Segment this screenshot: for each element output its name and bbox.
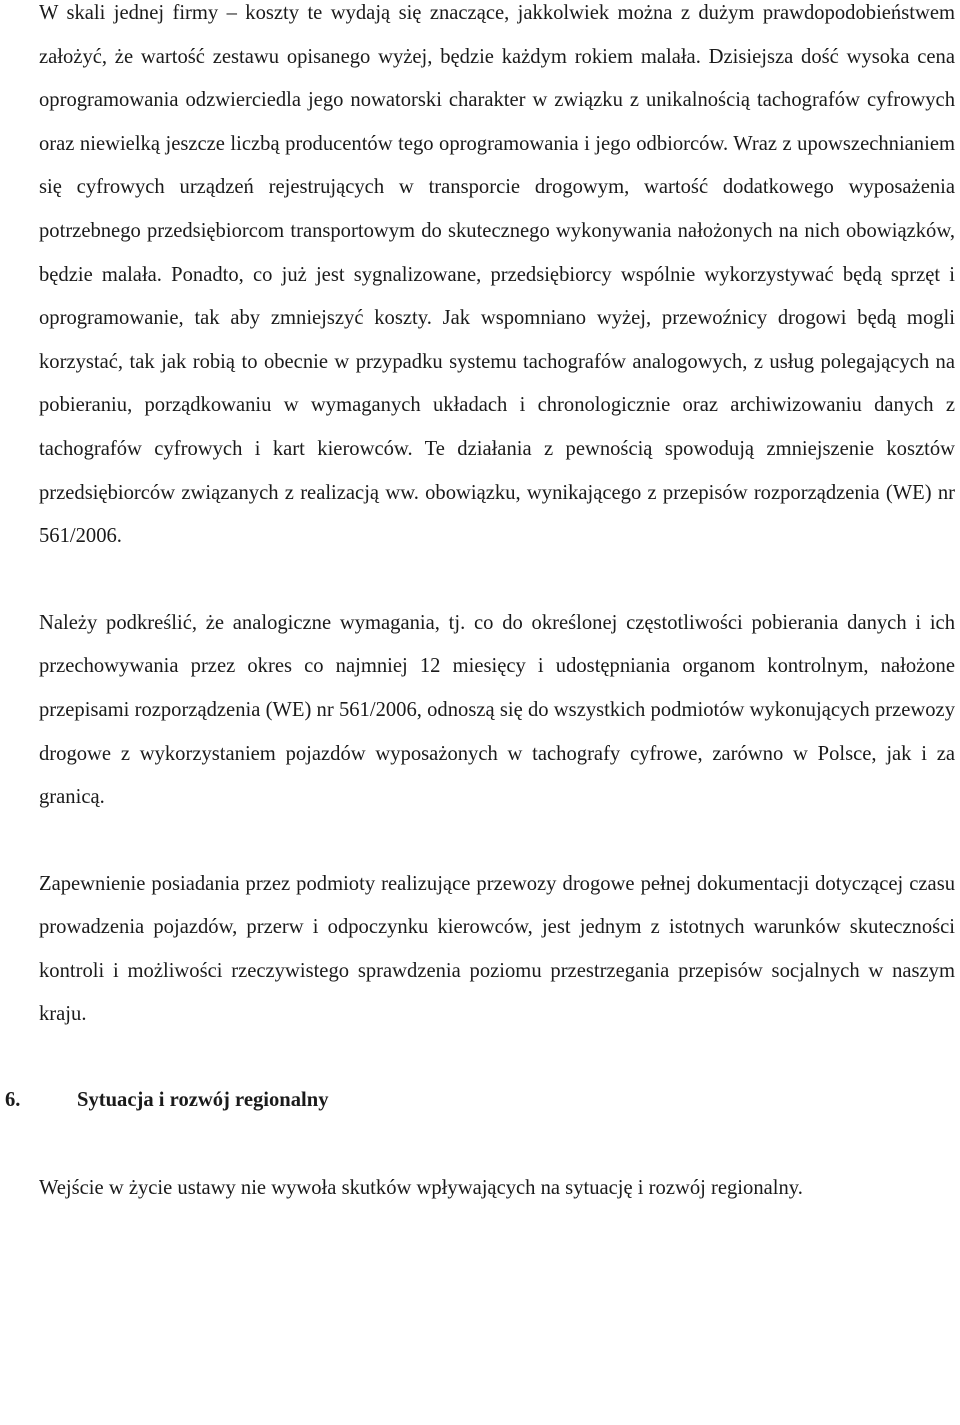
document-page — [5, 0, 955, 1210]
section-title: Sytuacja i rozwój regionalny — [77, 1089, 329, 1112]
section-heading — [5, 1079, 955, 1123]
paragraph-documentation: Zapewnienie posiadania przez podmioty realizujące przewozy drogowe pełnej dokumentacji dotyczącej czasu prowadzenia pojazdów, przerw i odpoczynku kierowców, jest jednym z istotnych warunków skuteczności kontroli i możliwości rzeczywistego sprawdzenia poziomu przestrzegania przepisów socjalnych w naszym kraju. — [39, 872, 955, 1026]
paragraph-regional: Wejście w życie ustawy nie wywoła skutków wpływających na sytuację i rozwój regionalny. — [39, 1176, 803, 1199]
paragraph-requirements: Należy podkreślić, że analogiczne wymagania, tj. co do określonej częstotliwości pobierania danych i ich przechowywania przez okres co najmniej 12 miesięcy i udostępniania organom kontrolnym, nałożone przepisami rozporządzenia (WE) nr 561/2006, odnoszą się do wszystkich podmiotów wykonujących przewozy drogowe z wykorzystaniem pojazdów wyposażonych w tachografy cyfrowe, zarówno w Polsce, jak i za granicą. — [39, 611, 955, 809]
section-number: 6. — [5, 1089, 21, 1112]
paragraph-costs: W skali jednej firmy – koszty te wydają się znaczące, jakkolwiek można z dużym prawdopodobieństwem założyć, że wartość zestawu opisanego wyżej, będzie każdym rokiem malała. Dzisiejsza dość wysoka cena oprogramowania odzwierciedla jego nowatorski charakter w związku z unikalnością tachografów cyfrowych oraz niewielką jeszcze liczbą producentów tego oprogramowania i jego odbiorców. Wraz z upowszechnianiem się cyfrowych urządzeń rejestrujących w transporcie drogowym, wartość dodatkowego wyposażenia potrzebnego przedsiębiorcom transportowym do skutecznego wykonywania nałożonych na nich obowiązków, będzie malała. Ponadto, co już jest sygnalizowane, przedsiębiorcy wspólnie wykorzystywać będą sprzęt i oprogramowanie, tak aby zmniejszyć koszty. Jak wspomniano wyżej, przewoźnicy drogowi będą mogli korzystać, tak jak robią to obecnie w przypadku systemu tachografów analogowych, z usług polegających na pobieraniu, porządkowaniu w wymaganych układach i chronologicznie oraz archiwizowaniu danych z tachografów cyfrowych i kart kierowców. Te działania z pewnością spowodują zmniejszenie kosztów przedsiębiorców związanych z realizacją ww. obowiązku, wynikającego z przepisów rozporządzenia (WE) nr 561/2006. — [39, 2, 955, 548]
